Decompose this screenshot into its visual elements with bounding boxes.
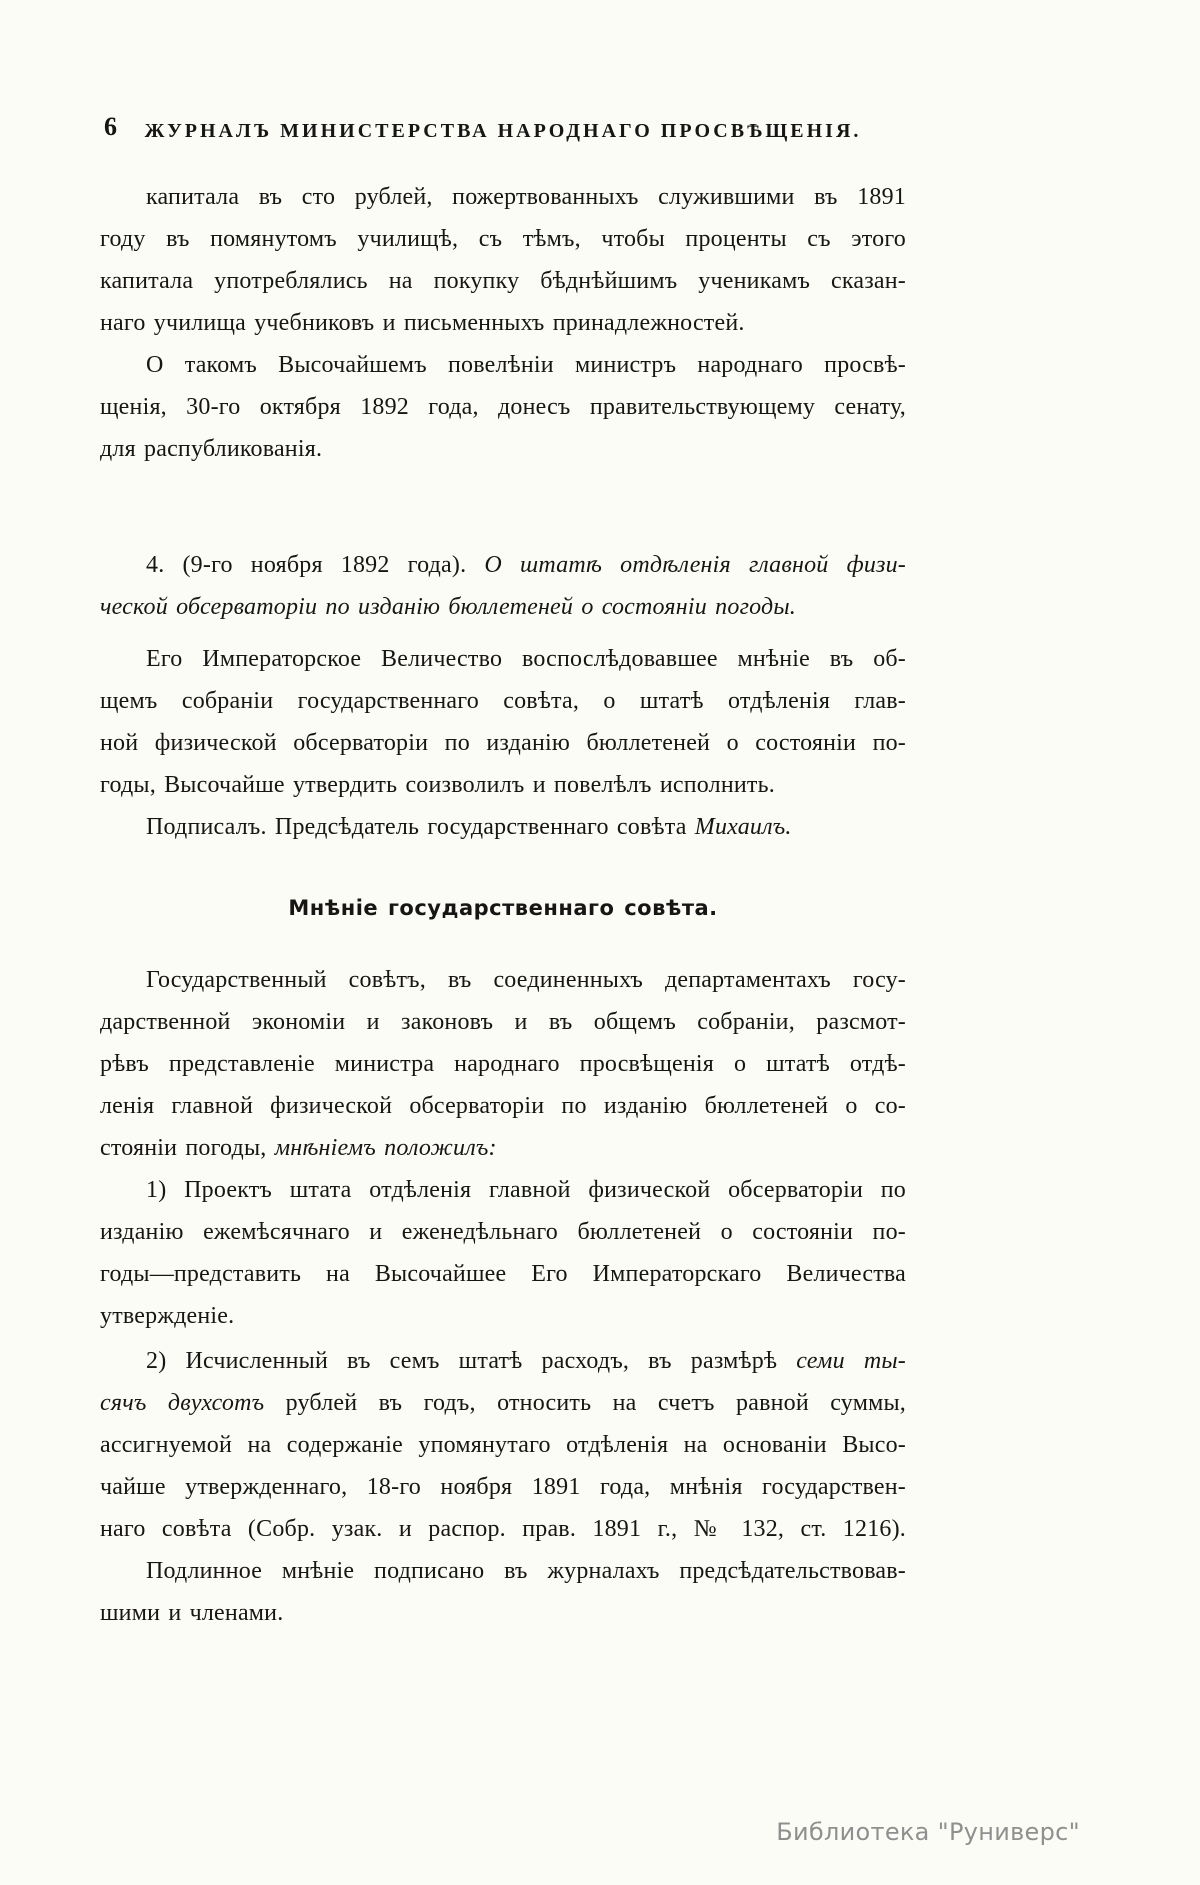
text-line: наго училища учебниковъ и письменныхъ принадлежностей. <box>100 310 745 336</box>
text-line: шими и членами. <box>100 1600 284 1626</box>
paragraph <box>100 959 906 1169</box>
decree-title: О штатѣ отдѣленія главной физи- <box>484 552 906 578</box>
text-line: утвержденіе. <box>100 1303 235 1329</box>
paragraph <box>100 638 906 806</box>
paragraph <box>100 1550 906 1634</box>
text-line: капитала употреблялись на покупку бѣднѣйшимъ ученикамъ сказан- <box>100 268 906 294</box>
text-line: годы—представить на Высочайшее Его Императорскаго Величества <box>100 1261 906 1287</box>
paragraph <box>100 176 906 344</box>
decree-heading-line <box>100 544 906 586</box>
running-header-title: ЖУРНАЛЪ МИНИСТЕРСТВА НАРОДНАГО ПРОСВѢЩЕНІЯ. <box>144 120 862 142</box>
line-italic-part: сячъ двухсотъ <box>100 1390 286 1416</box>
paragraph <box>100 344 906 470</box>
text-line: изданію ежемѣсячнаго и еженедѣльнаго бюллетеней о состояніи по- <box>100 1219 906 1245</box>
paragraph <box>100 806 906 848</box>
text-column <box>100 176 906 1634</box>
paragraph <box>100 1340 906 1550</box>
text-line <box>100 1127 906 1169</box>
text-line: наго совѣта (Собр. узак. и распор. прав. 1891 г., № 132, ст. 1216). <box>100 1516 906 1542</box>
library-watermark: Библиотека "Руниверс" <box>776 1818 1080 1846</box>
text-line: щемъ собраніи государственнаго совѣта, о штатѣ отдѣленія глав- <box>100 688 906 714</box>
text-line: годы, Высочайше утвердить соизволилъ и повелѣлъ исполнить. <box>100 772 775 798</box>
text-line: рѣвъ представленіе министра народнаго просвѣщенія о штатѣ отдѣ- <box>100 1051 906 1077</box>
text-line: чайше утвержденнаго, 18-го ноября 1891 года, мнѣнія государствен- <box>100 1474 906 1500</box>
page-number: 6 <box>104 112 117 141</box>
text-line: ассигнуемой на содержаніе упомянутаго отдѣленія на основаніи Высо- <box>100 1432 906 1458</box>
line-italic-part: семи ты- <box>796 1348 906 1374</box>
text-line: ленія главной физической обсерваторіи по изданію бюллетеней о со- <box>100 1093 906 1119</box>
text-line: для распубликованія. <box>100 436 323 462</box>
signature-line <box>100 806 906 848</box>
line-roman-part: 2) Исчисленный въ семъ штатѣ расходъ, въ размѣрѣ <box>146 1348 797 1374</box>
text-line: Подлинное мнѣніе подписано въ журналахъ предсѣдательствовав- <box>146 1558 906 1584</box>
signature-name: Михаилъ. <box>694 814 792 840</box>
paragraph <box>100 1169 906 1337</box>
text-line <box>100 1382 906 1424</box>
text-line: 1) Проектъ штата отдѣленія главной физической обсерваторіи по <box>146 1177 906 1203</box>
text-line: дарственной экономіи и законовъ и въ общемъ собраніи, разсмот- <box>100 1009 906 1035</box>
text-line: щенія, 30-го октября 1892 года, донесъ правительствующему сенату, <box>100 394 906 420</box>
text-line: году въ помянутомъ училищѣ, съ тѣмъ, чтобы проценты съ этого <box>100 226 906 252</box>
text-line: О такомъ Высочайшемъ повелѣніи министръ народнаго просвѣ- <box>146 352 906 378</box>
line-roman-part: рублей въ годъ, относить на счетъ равной суммы, <box>285 1390 906 1416</box>
section-heading: Мнѣніе государственнаго совѣта. <box>288 896 718 920</box>
decree-date-prefix: 4. (9-го ноября 1892 года). <box>146 552 485 578</box>
line-roman-part: стояніи погоды, <box>100 1135 275 1161</box>
decree-heading <box>100 544 906 628</box>
text-line: Государственный совѣтъ, въ соединенныхъ департаментахъ госу- <box>146 967 906 993</box>
line-italic-part: мнѣніемъ положилъ: <box>274 1135 497 1161</box>
text-line: капитала въ сто рублей, пожертвованныхъ служившими въ 1891 <box>146 184 906 210</box>
text-line <box>100 1340 906 1382</box>
text-line: ной физической обсерваторіи по изданію бюллетеней о состояніи по- <box>100 730 906 756</box>
decree-heading-line: ческой обсерваторіи по изданію бюллетеней о состояніи погоды. <box>100 594 797 620</box>
signature-prefix: Подписалъ. Предсѣдатель государственнаго совѣта <box>146 814 695 840</box>
text-line: Его Императорское Величество воспослѣдовавшее мнѣніе въ об- <box>146 646 906 672</box>
